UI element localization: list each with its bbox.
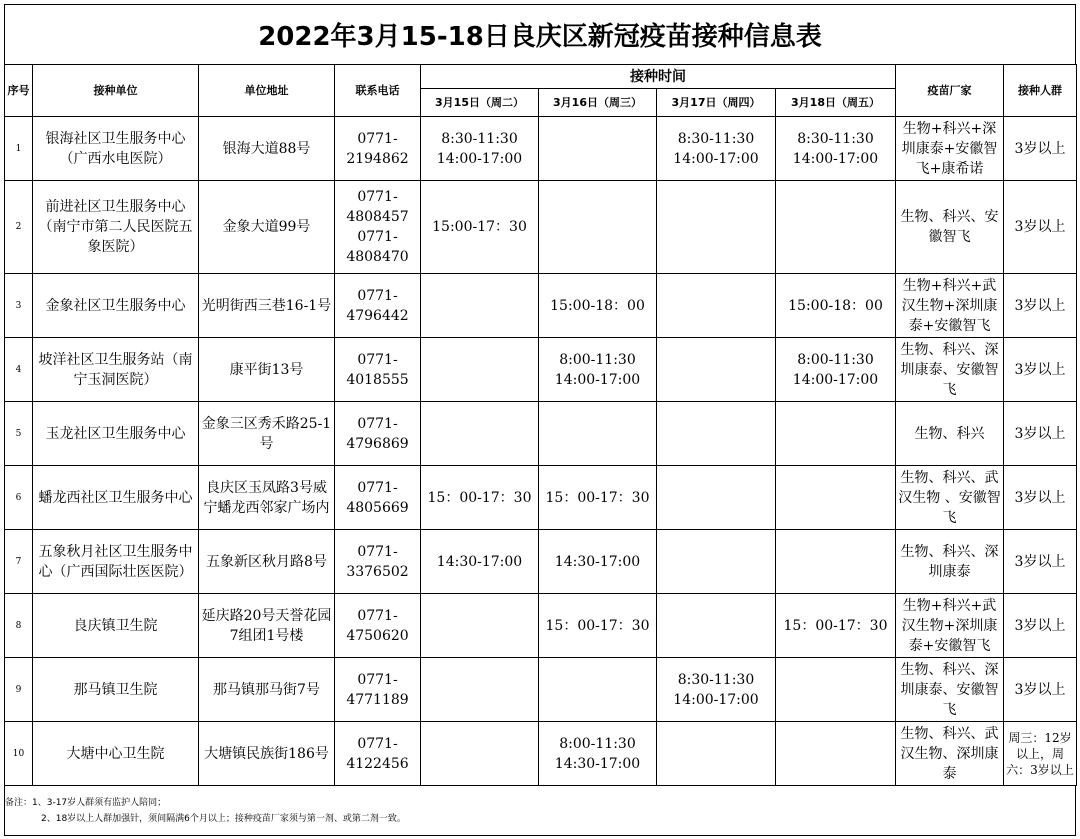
cell-vendor: 生物、科兴、武汉生物 、安徽智飞 [896, 466, 1004, 530]
cell-address: 银海大道88号 [199, 117, 335, 181]
cell-seq: 10 [5, 722, 33, 786]
cell-day-4 [776, 402, 896, 466]
cell-phone: 0771-4796442 [335, 274, 421, 338]
cell-unit: 良庆镇卫生院 [33, 594, 199, 658]
cell-unit: 金象社区卫生服务中心 [33, 274, 199, 338]
cell-group: 3岁以上 [1004, 594, 1077, 658]
cell-unit: 大塘中心卫生院 [33, 722, 199, 786]
header-address: 单位地址 [199, 65, 335, 117]
header-vendor: 疫苗厂家 [896, 65, 1004, 117]
cell-day-4 [776, 530, 896, 594]
cell-group: 3岁以上 [1004, 274, 1077, 338]
cell-unit: 前进社区卫生服务中心（南宁市第二人民医院五象医院） [33, 181, 199, 274]
cell-unit: 银海社区卫生服务中心（广西水电医院） [33, 117, 199, 181]
table-row [5, 181, 1077, 274]
cell-vendor: 生物、科兴、安徽智飞 [896, 181, 1004, 274]
cell-day-4 [776, 658, 896, 722]
cell-group: 3岁以上 [1004, 117, 1077, 181]
cell-group: 3岁以上 [1004, 530, 1077, 594]
cell-day-3 [657, 594, 776, 658]
header-day-2: 3月16日（周三） [539, 89, 657, 117]
header-day-3: 3月17日（周四） [657, 89, 776, 117]
cell-day-2: 8:00-11:30 14:00-17:00 [539, 338, 657, 402]
cell-day-4: 8:30-11:30 14:00-17:00 [776, 117, 896, 181]
cell-group: 3岁以上 [1004, 181, 1077, 274]
header-day-1: 3月15日（周二） [421, 89, 539, 117]
cell-day-3 [657, 338, 776, 402]
table-body [5, 117, 1077, 786]
table-row [5, 530, 1077, 594]
cell-day-2: 15：00-17：30 [539, 466, 657, 530]
cell-day-3 [657, 530, 776, 594]
header-row-1 [5, 65, 1077, 89]
cell-seq: 3 [5, 274, 33, 338]
cell-address: 金象大道99号 [199, 181, 335, 274]
cell-vendor: 生物、科兴、深圳康泰、安徽智飞 [896, 338, 1004, 402]
table-row [5, 722, 1077, 786]
table-row [5, 466, 1077, 530]
cell-phone: 0771-4750620 [335, 594, 421, 658]
table-row [5, 594, 1077, 658]
cell-seq: 7 [5, 530, 33, 594]
cell-unit: 坡洋社区卫生服务站（南宁玉洞医院） [33, 338, 199, 402]
cell-day-1 [421, 338, 539, 402]
vaccination-table [4, 64, 1077, 786]
table-row [5, 658, 1077, 722]
cell-day-3: 8:30-11:30 14:00-17:00 [657, 117, 776, 181]
cell-phone: 0771-4808457 0771-4808470 [335, 181, 421, 274]
cell-day-3 [657, 466, 776, 530]
cell-day-2: 15：00-17：30 [539, 594, 657, 658]
cell-seq: 2 [5, 181, 33, 274]
cell-day-3 [657, 181, 776, 274]
cell-phone: 0771-3376502 [335, 530, 421, 594]
cell-day-3 [657, 722, 776, 786]
cell-phone: 0771-2194862 [335, 117, 421, 181]
cell-day-1: 8:30-11:30 14:00-17:00 [421, 117, 539, 181]
cell-day-2: 14:30-17:00 [539, 530, 657, 594]
cell-vendor: 生物、科兴 [896, 402, 1004, 466]
cell-day-1: 15：00-17：30 [421, 466, 539, 530]
cell-phone: 0771-4018555 [335, 338, 421, 402]
cell-address: 延庆路20号天誉花园7组团1号楼 [199, 594, 335, 658]
cell-day-1: 15:00-17：30 [421, 181, 539, 274]
note-line-1: 备注：1、3-17岁人群须有监护人陪同； [5, 798, 167, 808]
table-row [5, 117, 1077, 181]
cell-day-1: 14:30-17:00 [421, 530, 539, 594]
cell-vendor: 生物+科兴+深圳康泰+安徽智飞+康希诺 [896, 117, 1004, 181]
page-title: 2022年3月15-18日良庆区新冠疫苗接种信息表 [4, 4, 1076, 64]
cell-address: 金象三区秀禾路25-1号 [199, 402, 335, 466]
cell-seq: 6 [5, 466, 33, 530]
cell-day-1 [421, 658, 539, 722]
cell-day-2 [539, 181, 657, 274]
cell-day-2: 8:00-11:30 14:30-17:00 [539, 722, 657, 786]
cell-day-2: 15:00-18：00 [539, 274, 657, 338]
cell-day-4: 15:00-18：00 [776, 274, 896, 338]
cell-seq: 1 [5, 117, 33, 181]
cell-unit: 蟠龙西社区卫生服务中心 [33, 466, 199, 530]
cell-day-3 [657, 274, 776, 338]
cell-unit: 那马镇卫生院 [33, 658, 199, 722]
cell-address: 光明街西三巷16-1号 [199, 274, 335, 338]
cell-day-1 [421, 722, 539, 786]
cell-day-2 [539, 117, 657, 181]
cell-unit: 五象秋月社区卫生服务中心（广西国际壮医医院） [33, 530, 199, 594]
cell-phone: 0771-4122456 [335, 722, 421, 786]
header-phone: 联系电话 [335, 65, 421, 117]
cell-day-3: 8:30-11:30 14:00-17:00 [657, 658, 776, 722]
cell-address: 五象新区秋月路8号 [199, 530, 335, 594]
header-seq: 序号 [5, 65, 33, 117]
cell-group: 3岁以上 [1004, 658, 1077, 722]
header-day-4: 3月18日（周五） [776, 89, 896, 117]
cell-day-4 [776, 181, 896, 274]
cell-day-4: 8:00-11:30 14:00-17:00 [776, 338, 896, 402]
cell-seq: 9 [5, 658, 33, 722]
cell-unit: 玉龙社区卫生服务中心 [33, 402, 199, 466]
notes [4, 786, 1076, 836]
cell-day-1 [421, 402, 539, 466]
cell-phone: 0771-4805669 [335, 466, 421, 530]
cell-phone: 0771-4796869 [335, 402, 421, 466]
cell-seq: 5 [5, 402, 33, 466]
table-row [5, 274, 1077, 338]
cell-day-4 [776, 722, 896, 786]
table-row [5, 338, 1077, 402]
cell-day-1 [421, 594, 539, 658]
cell-seq: 4 [5, 338, 33, 402]
cell-vendor: 生物、科兴、武汉生物、深圳康泰 [896, 722, 1004, 786]
header-unit: 接种单位 [33, 65, 199, 117]
cell-group: 3岁以上 [1004, 466, 1077, 530]
cell-address: 良庆区玉凤路3号威宁蟠龙西邻家广场内 [199, 466, 335, 530]
cell-day-4 [776, 466, 896, 530]
table-row [5, 402, 1077, 466]
cell-day-2 [539, 402, 657, 466]
cell-vendor: 生物、科兴、深圳康泰 [896, 530, 1004, 594]
cell-phone: 0771-4771189 [335, 658, 421, 722]
cell-address: 大塘镇民族街186号 [199, 722, 335, 786]
cell-address: 那马镇那马街7号 [199, 658, 335, 722]
cell-vendor: 生物+科兴+武汉生物+深圳康泰+安徽智飞 [896, 274, 1004, 338]
cell-vendor: 生物、科兴、深圳康泰、安徽智飞 [896, 658, 1004, 722]
cell-group: 周三：12岁以上，周六：3岁以上 [1004, 722, 1077, 786]
cell-vendor: 生物+科兴+武汉生物+深圳康泰+安徽智飞 [896, 594, 1004, 658]
cell-day-3 [657, 402, 776, 466]
note-line-2: 2、18岁以上人群加强针，须间隔满6个月以上；接种疫苗厂家须与第一剂、或第二剂一致。 [41, 814, 406, 824]
cell-day-1 [421, 274, 539, 338]
cell-seq: 8 [5, 594, 33, 658]
cell-day-2 [539, 658, 657, 722]
header-group: 接种人群 [1004, 65, 1077, 117]
cell-address: 康平街13号 [199, 338, 335, 402]
cell-group: 3岁以上 [1004, 338, 1077, 402]
header-time: 接种时间 [421, 65, 896, 89]
cell-day-4: 15：00-17：30 [776, 594, 896, 658]
cell-group: 3岁以上 [1004, 402, 1077, 466]
